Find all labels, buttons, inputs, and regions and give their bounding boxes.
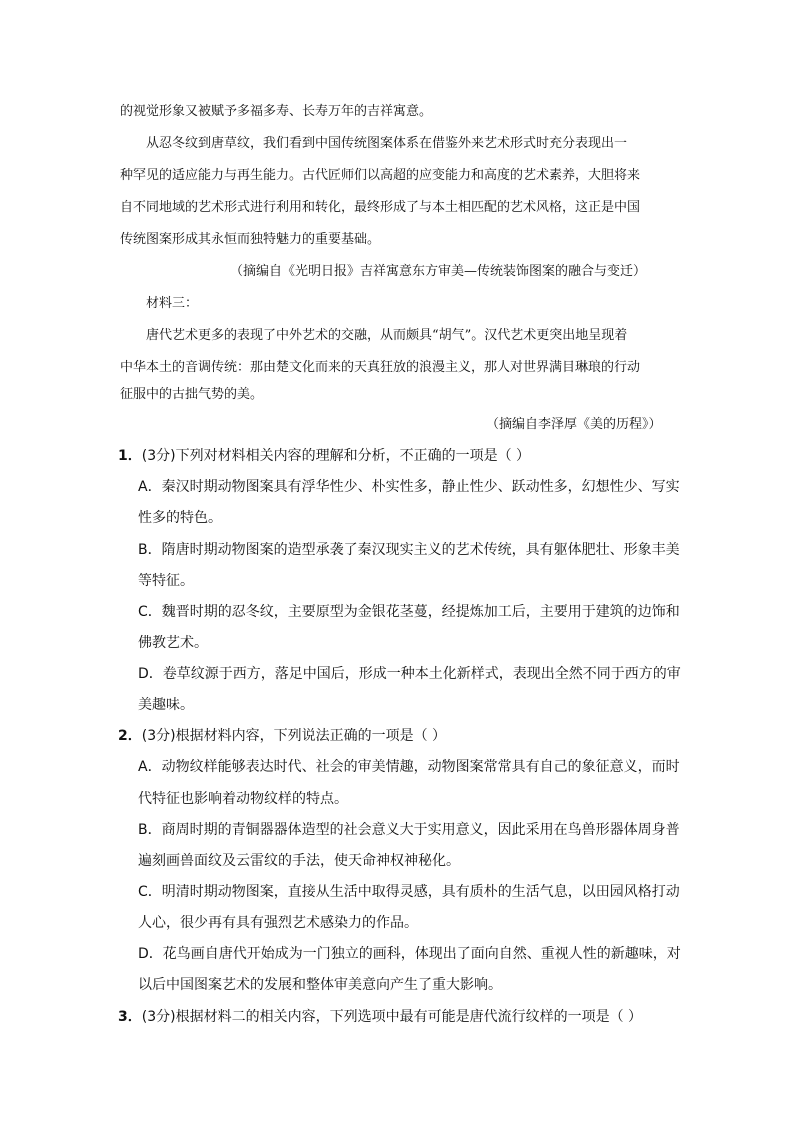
passage-line: 征服中的古拙气势的美。	[120, 387, 264, 402]
passage-line: 从忍冬纹到唐草纹，我们看到中国传统图案体系在借鉴外来艺术形式时充分表现出一	[146, 136, 628, 151]
question-stem	[118, 449, 530, 463]
option-b-continued: 等特征。	[138, 573, 194, 589]
option-a: A．秦汉时期动物图案具有浮华性少、朴实性多，静止性少、跃动性多，幻想性少、写实	[138, 479, 680, 495]
question-number: 3．	[118, 1009, 142, 1025]
option-b: B．商周时期的青铜器器体造型的社会意义大于实用意义，因此采用在鸟兽形器体周身普	[138, 822, 680, 838]
question-text: (3分)下列对材料相关内容的理解和分析，不正确的一项是（ ）	[141, 448, 531, 464]
option-d: D．花鸟画自唐代开始成为一门独立的画科，体现出了面向自然、重视人性的新趣味，对	[138, 946, 681, 962]
passage-line: 自不同地域的艺术形式进行利用和转化，最终形成了与本土相匹配的艺术风格，这正是中国	[120, 200, 641, 215]
source-citation-material-three: （摘编自李泽厚《美的历程》）	[486, 417, 662, 432]
source-citation-material-two: （摘编自《光明日报》吉祥寓意东方审美—传统装饰图案的融合与变迁）	[230, 264, 647, 279]
option-d-continued: 美趣味。	[138, 697, 194, 713]
question-number: 2．	[118, 728, 142, 744]
question-stem	[118, 1010, 642, 1024]
question-number: 1．	[118, 448, 142, 464]
passage-line: 的视觉形象又被赋予多福多寿、长寿万年的吉祥寓意。	[120, 104, 433, 119]
material-three-title: 材料三：	[146, 296, 199, 311]
option-a-continued: 代特征也影响着动物纹样的特点。	[138, 791, 348, 807]
option-a: A．动物纹样能够表达时代、社会的审美情趣，动物图案常常具有自己的象征意义，而时	[138, 759, 680, 775]
option-c-continued: 佛教艺术。	[138, 635, 208, 651]
option-b-continued: 遍刻画兽面纹及云雷纹的手法，使天命神权神秘化。	[138, 853, 460, 869]
passage-line: 传统图案形成其永恒而独特魅力的重要基础。	[120, 232, 381, 247]
option-c: C．魏晋时期的忍冬纹，主要原型为金银花茎蔓，经提炼加工后，主要用于建筑的边饰和	[138, 604, 680, 620]
question-text: (3分)根据材料内容，下列说法正确的一项是（ ）	[141, 728, 447, 744]
passage-line: 中华本土的音调传统：那由楚文化而来的天真狂放的浪漫主义，那人对世界满目琳琅的行动	[120, 360, 641, 375]
question-stem	[118, 729, 446, 743]
question-text: (3分)根据材料二的相关内容，下列选项中最有可能是唐代流行纹样的一项是（ ）	[141, 1009, 643, 1025]
passage-line: 唐代艺术更多的表现了中外艺术的交融，从而颇具“胡气”。汉代艺术更突出地呈现着	[146, 328, 628, 343]
option-a-continued: 性多的特色。	[138, 510, 222, 526]
option-b: B．隋唐时期动物图案的造型承袭了秦汉现实主义的艺术传统，具有躯体肥壮、形象丰美	[138, 542, 680, 558]
option-c: C．明清时期动物图案，直接从生活中取得灵感，具有质朴的生活气息，以田园风格打动	[138, 884, 680, 900]
option-d-continued: 以后中国图案艺术的发展和整体审美意向产生了重大影响。	[138, 977, 502, 993]
passage-line: 种罕见的适应能力与再生能力。古代匠师们以高超的应变能力和高度的艺术素养，大胆将来	[120, 168, 641, 183]
option-d: D．卷草纹源于西方，落足中国后，形成一种本土化新样式，表现出全然不同于西方的审	[138, 666, 681, 682]
option-c-continued: 人心，很少再有具有强烈艺术感染力的作品。	[138, 915, 418, 931]
